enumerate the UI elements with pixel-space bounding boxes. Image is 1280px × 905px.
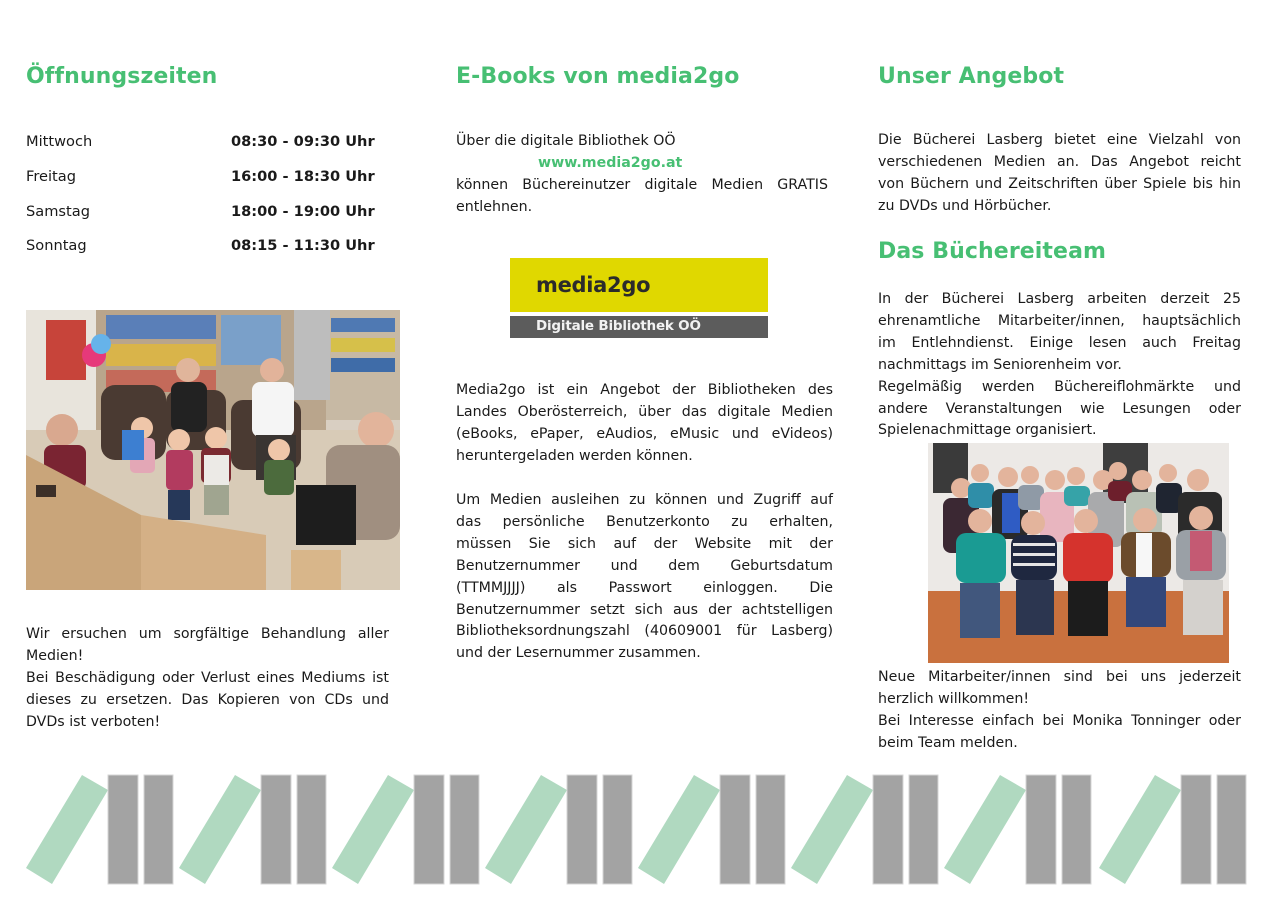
notice-line: dieses zu ersetzen. Das Kopieren von CDs und: [26, 691, 389, 708]
para-line: Media2go ist ein Angebot der Bibliotheken des: [456, 382, 833, 398]
para-line: Die Bücherei Lasberg bietet eine Vielzahl von: [878, 132, 1241, 148]
para-line: Bibliotheksordnungszahl (40609001 für Lasberg): [456, 623, 833, 640]
para-line: von Büchern und Zeitschriften über Spiele bis hin: [878, 175, 1241, 192]
notice-line: Bei Beschädigung oder Verlust eines Mediums ist: [26, 669, 389, 686]
hours-time: 08:15 - 11:30 Uhr: [231, 237, 375, 254]
para-line: müssen Sie sich auf der Website mit der: [456, 535, 833, 552]
para-line: heruntergeladen werden können.: [456, 447, 693, 464]
logo-subtitle: Digitale Bibliothek OÖ: [536, 318, 701, 334]
para-line: und der Lesernummer zusammen.: [456, 645, 701, 662]
para-line: ehrenamtliche Mitarbeiter/innen, hauptsächlich: [878, 312, 1241, 329]
media2go-link[interactable]: www.media2go.at: [538, 154, 683, 171]
team-heading: Das Büchereiteam: [878, 239, 1107, 264]
para-line: herzlich willkommen!: [878, 690, 1030, 707]
offer-text: [878, 130, 1241, 218]
notice-line: Medien!: [26, 647, 84, 664]
logo-subtitle-block: [510, 316, 768, 338]
reading-session-photo: [26, 310, 400, 590]
para-line: Landes Oberösterreich, über das digitale Medien: [456, 403, 833, 420]
ebooks-login-instructions: [456, 490, 833, 665]
para-line: Bei Interesse einfach bei Monika Tonninger oder: [878, 712, 1241, 729]
para-line: Benutzernummer und dem Geburtsdatum: [456, 557, 833, 574]
team-closing: [878, 667, 1241, 755]
hours-day: Samstag: [26, 203, 90, 220]
intro-line: können Büchereinutzer digitale Medien GRATIS: [456, 176, 828, 193]
offer-heading: Unser Angebot: [878, 64, 1065, 89]
hours-time: 18:00 - 19:00 Uhr: [231, 203, 375, 220]
para-line: (TTMMJJJJ) als Passwort einloggen. Die: [456, 579, 833, 596]
para-line: Benutzernummer setzt sich aus der achtstelligen: [456, 601, 833, 618]
para-line: Neue Mitarbeiter/innen sind bei uns jederzeit: [878, 669, 1241, 685]
ebooks-intro: [456, 131, 828, 219]
notice-line: Wir ersuchen um sorgfältige Behandlung aller: [26, 626, 389, 642]
para-line: im Entlehndienst. Einige lesen auch Freitag: [878, 334, 1241, 351]
hours-day: Freitag: [26, 168, 76, 185]
notice-line: DVDs ist verboten!: [26, 713, 161, 730]
logo-brand-block: [510, 258, 768, 312]
ebooks-heading: E-Books von media2go: [456, 64, 740, 89]
hours-day: Mittwoch: [26, 133, 93, 150]
para-line: andere Veranstaltungen wie Lesungen oder: [878, 400, 1241, 417]
care-notice: [26, 624, 389, 734]
hours-day: Sonntag: [26, 237, 87, 254]
para-line: In der Bücherei Lasberg arbeiten derzeit 25: [878, 291, 1241, 307]
intro-line: entlehnen.: [456, 198, 533, 215]
para-line: nachmittags im Seniorenheim vor.: [878, 356, 1122, 373]
para-line: das persönliche Benutzerkonto zu erhalten,: [456, 513, 833, 530]
para-line: (eBooks, ePaper, eAudios, eMusic und eVideos): [456, 425, 833, 442]
para-line: beim Team melden.: [878, 734, 1018, 751]
team-photo: [928, 443, 1229, 663]
para-line: verschiedenen Medien an. Das Angebot reicht: [878, 153, 1241, 170]
team-text: [878, 289, 1241, 442]
logo-brand: media2go: [536, 273, 651, 297]
para-line: zu DVDs und Hörbücher.: [878, 197, 1052, 214]
para-line: Regelmäßig werden Büchereiflohmärkte und: [878, 378, 1241, 395]
hours-time: 08:30 - 09:30 Uhr: [231, 133, 375, 150]
para-line: Um Medien ausleihen zu können und Zugriff auf: [456, 492, 833, 508]
book-pattern-decoration: [0, 765, 1280, 895]
hours-time: 16:00 - 18:30 Uhr: [231, 168, 375, 185]
ebooks-description: [456, 380, 833, 468]
para-line: Spielenachmittage organisiert.: [878, 422, 1097, 439]
opening-hours-heading: Öffnungszeiten: [26, 64, 218, 89]
intro-line: Über die digitale Bibliothek OÖ: [456, 133, 676, 149]
